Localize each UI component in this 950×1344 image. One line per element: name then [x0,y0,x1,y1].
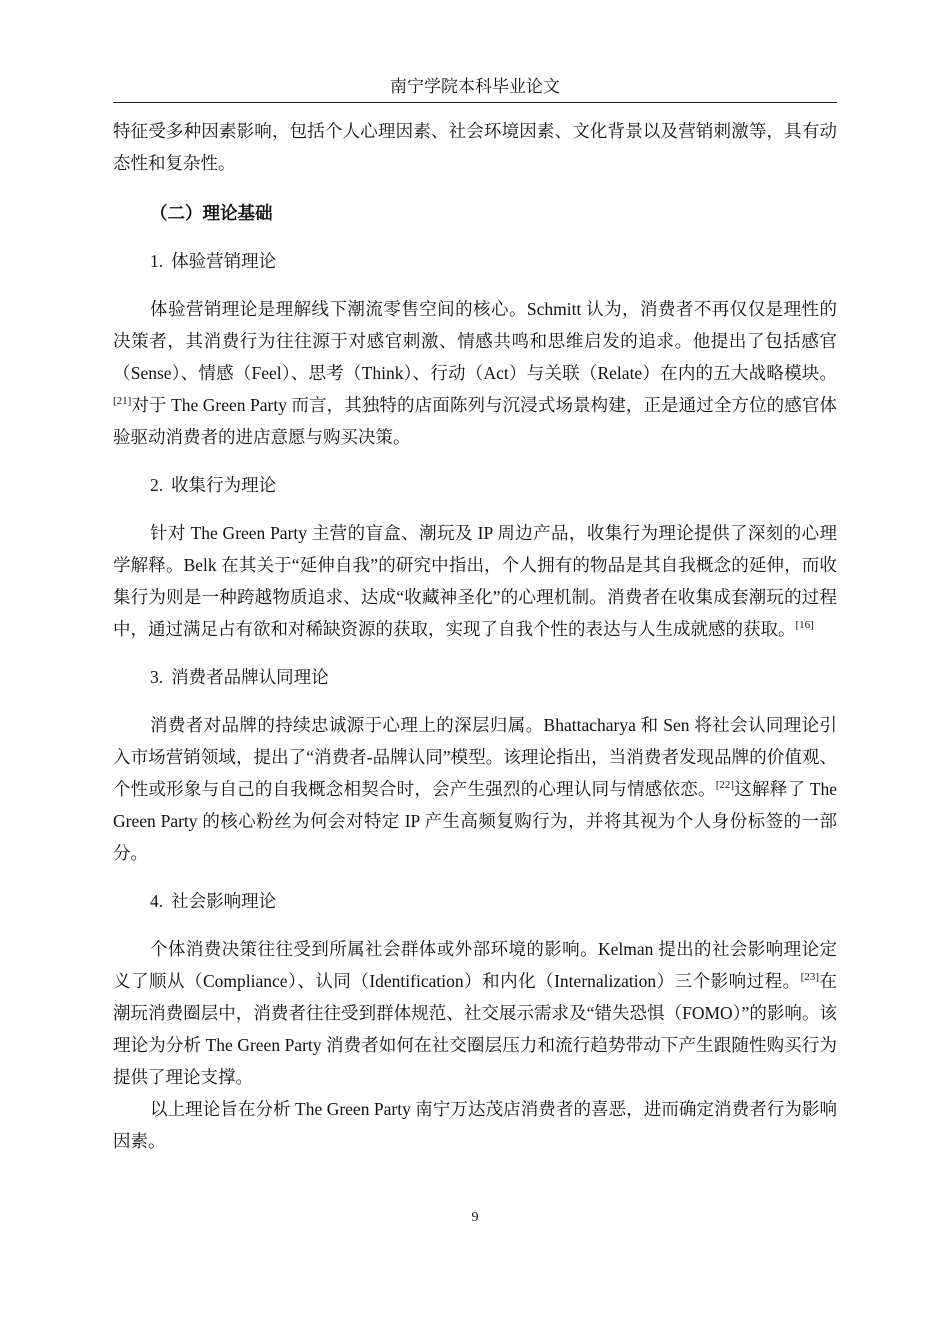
subsection-heading-4 [113,885,837,917]
subsection-title: 收集行为理论 [171,475,277,495]
subsection-heading-3 [113,661,837,693]
subsection-paragraph-4 [113,933,837,1093]
subsection-paragraph-1 [113,293,837,453]
running-header: 南宁学院本科毕业论文 [390,77,560,96]
subsection-title: 社会影响理论 [171,891,277,911]
subsection-paragraph-3 [113,709,837,869]
citation-ref: [23] [800,971,819,983]
subsection-title: 消费者品牌认同理论 [171,667,329,687]
subsection-number: 3. [150,667,164,687]
document-body [113,115,837,1157]
subsection-heading-2 [113,469,837,501]
subsection-number: 4. [150,891,164,911]
subsection-number: 1. [150,251,164,271]
citation-ref: [16] [795,619,814,631]
citation-ref: [21] [113,395,132,407]
paragraph-text: 个体消费决策往往受到所属社会群体或外部环境的影响。Kelman 提出的社会影响理论定义了顺从（Compliance）、认同（Identification）和内化（Internalization）三个影响过程。 [113,939,837,991]
paragraph-text-continued: 对于 The Green Party 而言，其独特的店面陈列与沉浸式场景构建，正是通过全方位的感官体验驱动消费者的进店意愿与购买决策。 [113,395,837,447]
subsection-heading-1 [113,245,837,277]
header-divider [113,102,837,103]
paragraph-text-continued: 这解释了 The Green Party 的核心粉丝为何会对特定 IP 产生高频复购行为，并将其视为个人身份标签的一部分。 [113,779,837,863]
subsection-title: 体验营销理论 [171,251,277,271]
subsection-paragraph-2 [113,517,837,645]
paragraph-text: 针对 The Green Party 主营的盲盒、潮玩及 IP 周边产品，收集行为理论提供了深刻的心理学解释。Belk 在其关于“延伸自我”的研究中指出，个人拥有的物品是其自我概念的延伸，而收集行为则是一种跨越物质追求、达成“收藏神圣化”的心理机制。消费者在收集成套潮玩的过程中，通过满足占有欲和对稀缺资源的获取，实现了自我个性的表达与人生成就感的获取。 [113,523,837,639]
paragraph-text: 体验营销理论是理解线下潮流零售空间的核心。Schmitt 认为，消费者不再仅仅是理性的决策者，其消费行为往往源于对感官刺激、情感共鸣和思维启发的追求。他提出了包括感官（Sense）、情感（Feel）、思考（Think）、行动（Act）与关联（Relate）在内的五大战略模块。 [113,299,837,383]
paragraph-text-continued: 在潮玩消费圈层中，消费者往往受到群体规范、社交展示需求及“错失恐惧（FOMO）”的影响。该理论为分析 The Green Party 消费者如何在社交圈层压力和流行趋势带动下产生跟随性购买行为提供了理论支撑。 [113,971,837,1087]
subsection-number: 2. [150,475,164,495]
citation-ref: [22] [715,779,735,791]
intro-continuation-paragraph: 特征受多种因素影响，包括个人心理因素、社会环境因素、文化背景以及营销刺激等，具有动态性和复杂性。 [113,121,837,173]
conclusion-paragraph: 以上理论旨在分析 The Green Party 南宁万达茂店消费者的喜恶，进而确定消费者行为影响因素。 [113,1099,837,1151]
section-title: （二）理论基础 [150,203,273,223]
page-number: 9 [471,1210,479,1225]
paragraph-text: 消费者对品牌的持续忠诚源于心理上的深层归属。Bhattacharya 和 Sen 将社会认同理论引入市场营销领域，提出了“消费者-品牌认同”模型。该理论指出，当消费者发现品牌的价值观、个性或形象与自己的自我概念相契合时，会产生强烈的心理认同与情感依恋。 [113,715,837,799]
